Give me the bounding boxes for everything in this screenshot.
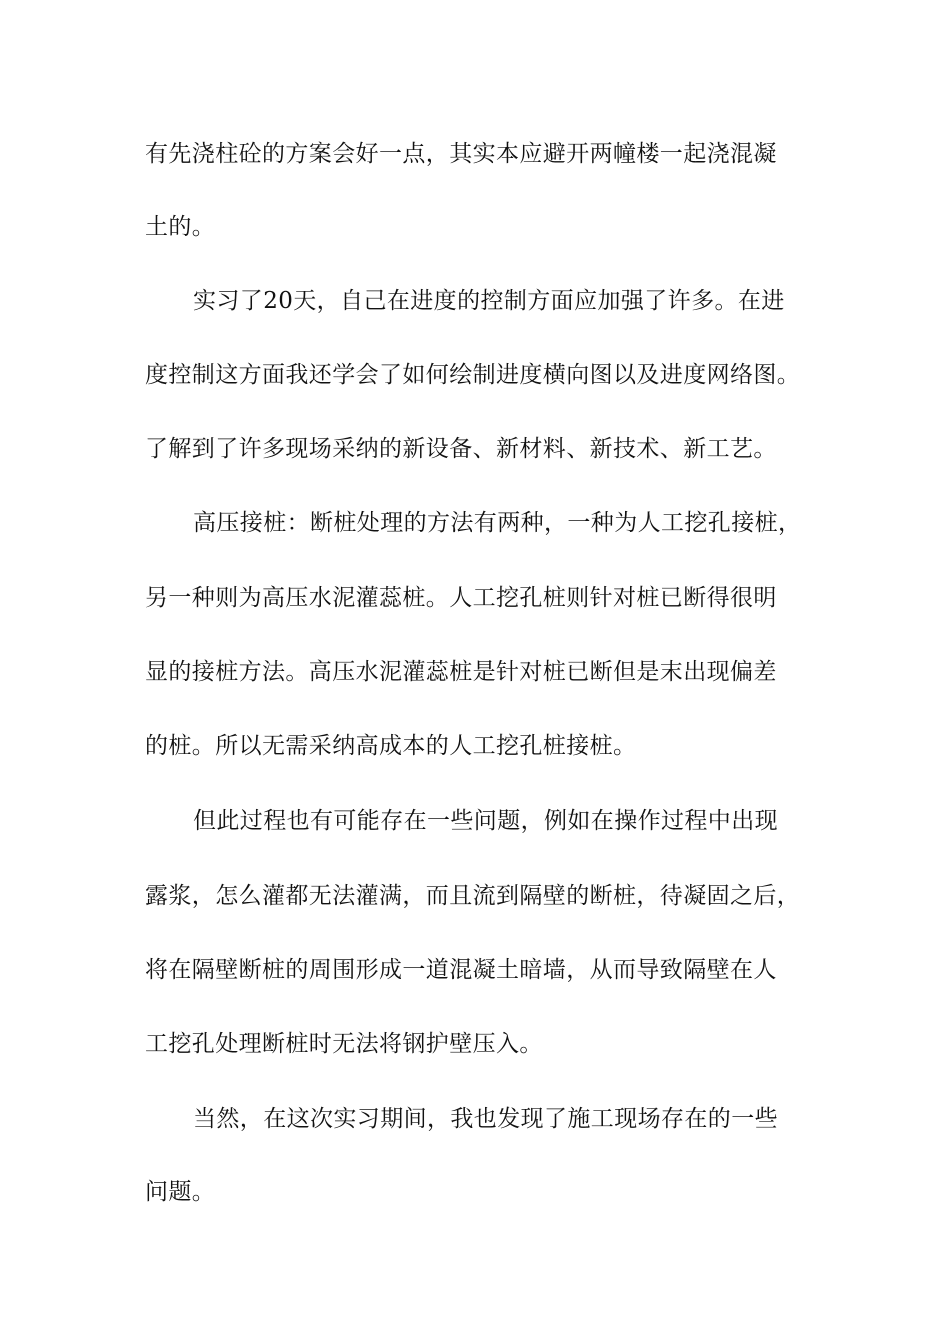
text-line: 工挖孔处理断桩时无法将钢护壁压入。 (145, 1031, 543, 1057)
text-line: 度控制这方面我还学会了如何绘制进度横向图以及进度网络图。 (145, 362, 801, 388)
text-line: 露浆，怎么灌都无法灌满，而且流到隔壁的断桩，待凝固之后， (145, 883, 801, 909)
text-line: 有先浇柱砼的方案会好一点，其实本应避开两幢楼一起浇混凝 (145, 141, 777, 167)
text-line: 问题。 (145, 1179, 216, 1205)
text-line: 显的接桩方法。高压水泥灌蕊桩是针对桩已断但是末出现偏差 (145, 659, 777, 685)
paragraph-start-line: 高压接桩：断桩处理的方法有两种，一种为人工挖孔接桩， (193, 510, 802, 536)
text-line: 的桩。所以无需采纳高成本的人工挖孔桩接桩。 (145, 733, 637, 759)
text-line: 另一种则为高压水泥灌蕊桩。人工挖孔桩则针对桩已断得很明 (145, 585, 777, 611)
text-line: 将在隔壁断桩的周围形成一道混凝土暗墙，从而导致隔壁在人 (145, 957, 777, 983)
paragraph-start-line: 实习了20天，自己在进度的控制方面应加强了许多。在进 (193, 288, 785, 314)
text-line: 了解到了许多现场采纳的新设备、新材料、新技术、新工艺。 (145, 436, 777, 462)
paragraph-start-line: 当然，在这次实习期间，我也发现了施工现场存在的一些 (193, 1106, 778, 1132)
text-line: 土的。 (145, 214, 216, 240)
paragraph-start-line: 但此过程也有可能存在一些问题，例如在操作过程中出现 (193, 808, 778, 834)
